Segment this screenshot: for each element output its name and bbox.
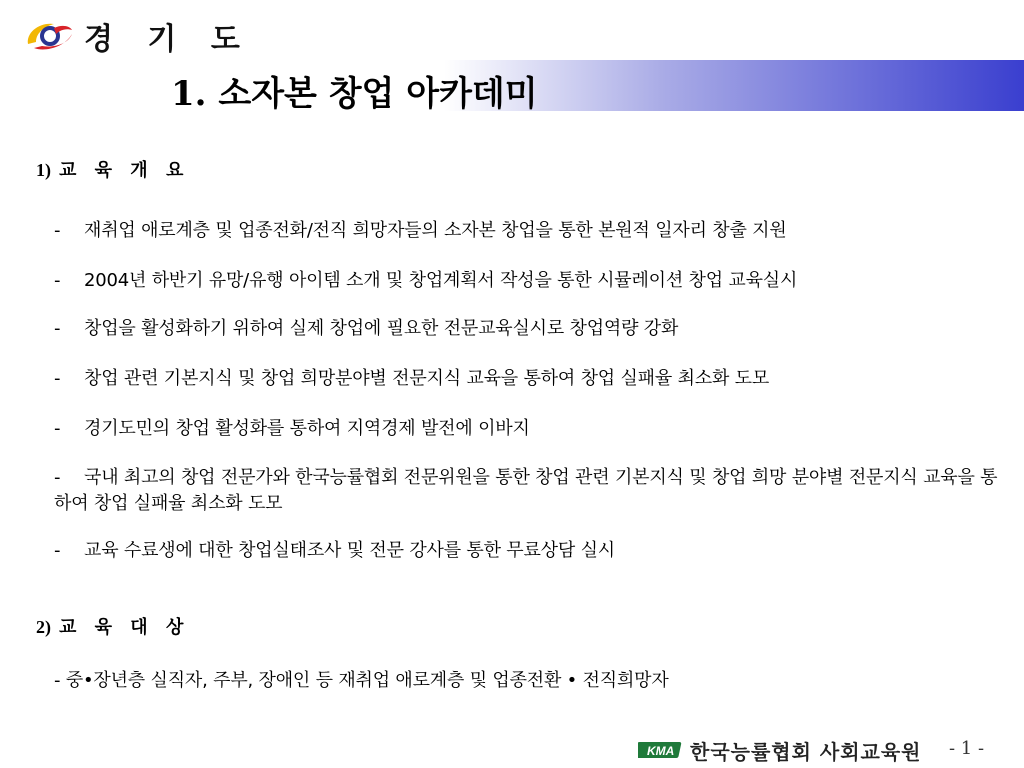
list-item-text: 국내 최고의 창업 전문가와 한국능률협회 전문위원을 통한 창업 관련 기본지식 및 창업 희망 분야별 전문지식 교육을 통하여 창업 실패율 최소화 도모: [54, 467, 998, 514]
dash-marker: -: [54, 418, 61, 439]
dash-marker: -: [54, 318, 61, 339]
list-item: [54, 316, 1014, 342]
page-number: - 1 -: [949, 738, 985, 759]
section-number: 1): [36, 160, 51, 180]
dash-marker: -: [54, 467, 61, 488]
section-heading-text: 교 육 대 상: [59, 617, 190, 638]
org-name: 경 기 도: [84, 22, 252, 57]
list-item: [54, 366, 1014, 392]
page-title: [171, 66, 538, 115]
dash-marker: -: [54, 220, 61, 241]
section-heading-overview: [36, 156, 189, 182]
list-item: [54, 538, 1014, 564]
list-item-text: 창업을 활성화하기 위하여 실제 창업에 필요한 전문교육실시로 창업역량 강화: [84, 318, 679, 339]
section-number: 2): [36, 617, 51, 637]
list-item: [54, 465, 1014, 517]
list-item-text: 2004년 하반기 유망/유행 아이템 소개 및 창업계획서 작성을 통한 시뮬레이션 창업 교육실시: [84, 270, 798, 291]
list-item: [54, 668, 1014, 694]
gyeonggi-emblem-icon: [24, 18, 76, 54]
list-item-text: 경기도민의 창업 활성화를 통하여 지역경제 발전에 이바지: [84, 418, 530, 439]
gyeonggi-logo: [24, 16, 252, 56]
list-item: [54, 416, 1014, 442]
title-text: 소자본 창업 아카데미: [218, 74, 538, 114]
footer-org-name: 한국능률협회 사회교육원: [690, 739, 922, 764]
title-number: 1.: [171, 74, 207, 114]
kma-logo-text: KMA: [647, 744, 675, 758]
dash-marker: -: [54, 540, 61, 561]
kma-logo-icon: [638, 740, 682, 760]
list-item-text: 교육 수료생에 대한 창업실태조사 및 전문 강사를 통한 무료상담 실시: [84, 540, 615, 561]
list-item: [54, 268, 1014, 294]
section-heading-text: 교 육 개 요: [59, 160, 190, 181]
list-item-text: 창업 관련 기본지식 및 창업 희망분야별 전문지식 교육을 통하여 창업 실패율 최소화 도모: [84, 368, 770, 389]
dash-marker: -: [54, 670, 66, 691]
kma-logo: [638, 736, 921, 764]
list-item: [54, 218, 1014, 244]
list-item-text: 중•장년층 실직자, 주부, 장애인 등 재취업 애로계층 및 업종전환 • 전직희망자: [65, 670, 669, 691]
dash-marker: -: [54, 270, 61, 291]
list-item-text: 재취업 애로계층 및 업종전화/전직 희망자들의 소자본 창업을 통한 본원적 일자리 창출 지원: [84, 220, 787, 241]
dash-marker: -: [54, 368, 61, 389]
section-heading-target: [36, 613, 189, 639]
